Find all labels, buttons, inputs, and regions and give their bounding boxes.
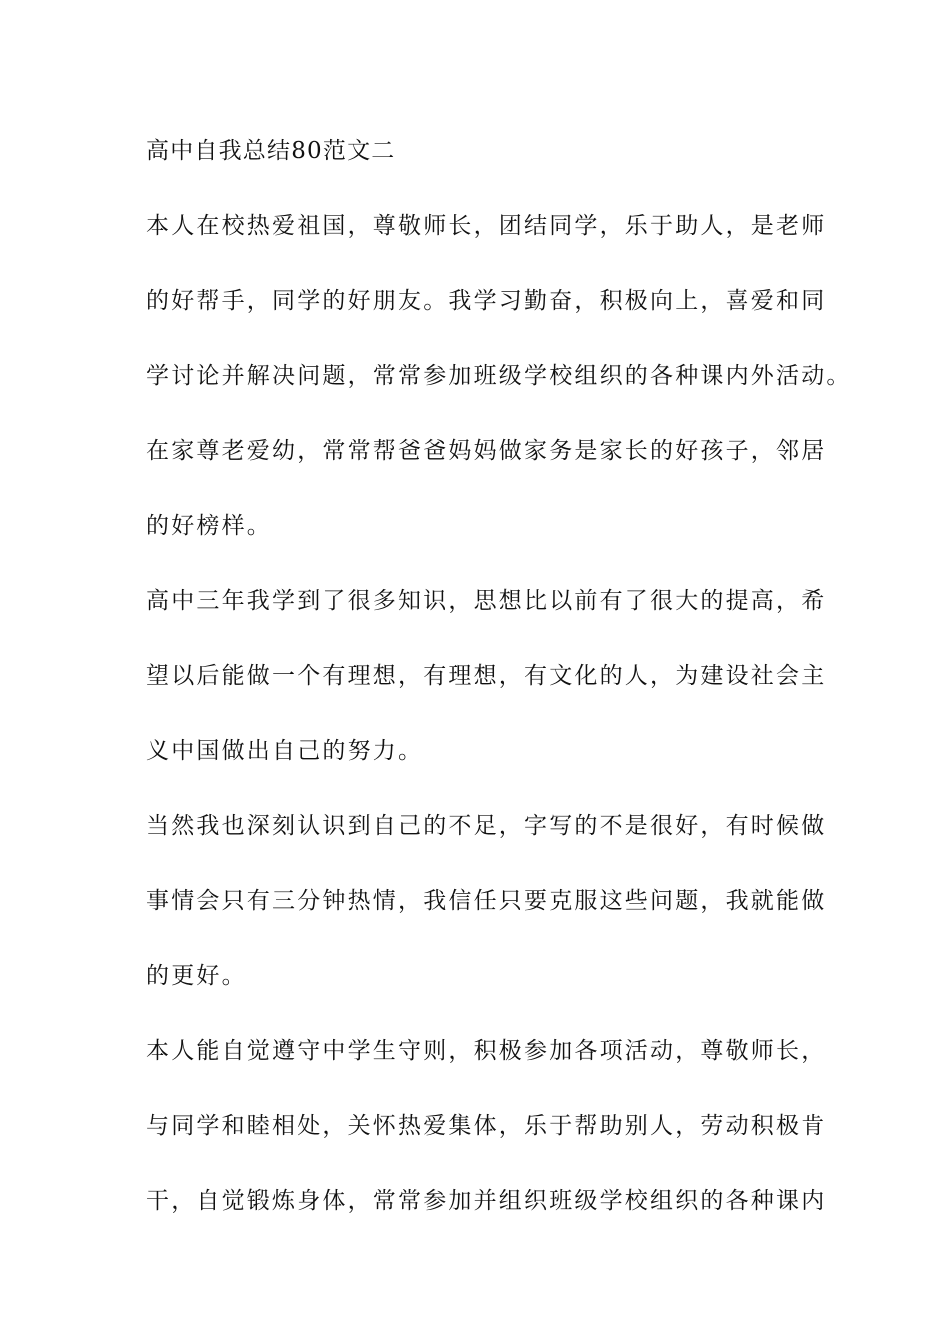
text-line: 的更好。	[146, 963, 247, 989]
text-line: 的好帮手，同学的好朋友。我学习勤奋，积极向上，喜爱和同	[146, 288, 827, 314]
text-line: 当然我也深刻认识到自己的不足，字写的不是很好，有时候做	[146, 813, 827, 839]
text-line: 事情会只有三分钟热情，我信任只要克服这些问题，我就能做	[146, 888, 827, 914]
text-line: 学讨论并解决问题，常常参加班级学校组织的各种课内外活动。	[146, 363, 852, 389]
text-line: 本人在校热爱祖国，尊敬师长，团结同学，乐于助人，是老师	[146, 213, 827, 239]
text-line: 义中国做出自己的努力。	[146, 738, 424, 764]
text-line: 干，自觉锻炼身体，常常参加并组织班级学校组织的各种课内	[146, 1188, 827, 1214]
text-line: 在家尊老爱幼，常常帮爸爸妈妈做家务是家长的好孩子，邻居	[146, 438, 827, 464]
document-body	[146, 128, 852, 1253]
text-line: 本人能自觉遵守中学生守则，积极参加各项活动，尊敬师长，	[146, 1038, 827, 1064]
text-line: 高中三年我学到了很多知识，思想比以前有了很大的提高，希	[146, 588, 827, 614]
text-line: 与同学和睦相处，关怀热爱集体，乐于帮助别人，劳动积极肯	[146, 1113, 827, 1139]
document-title: 高中自我总结80范文二	[146, 138, 396, 164]
text-line: 的好榜样。	[146, 513, 272, 539]
text-line: 望以后能做一个有理想，有理想，有文化的人，为建设社会主	[146, 663, 827, 689]
